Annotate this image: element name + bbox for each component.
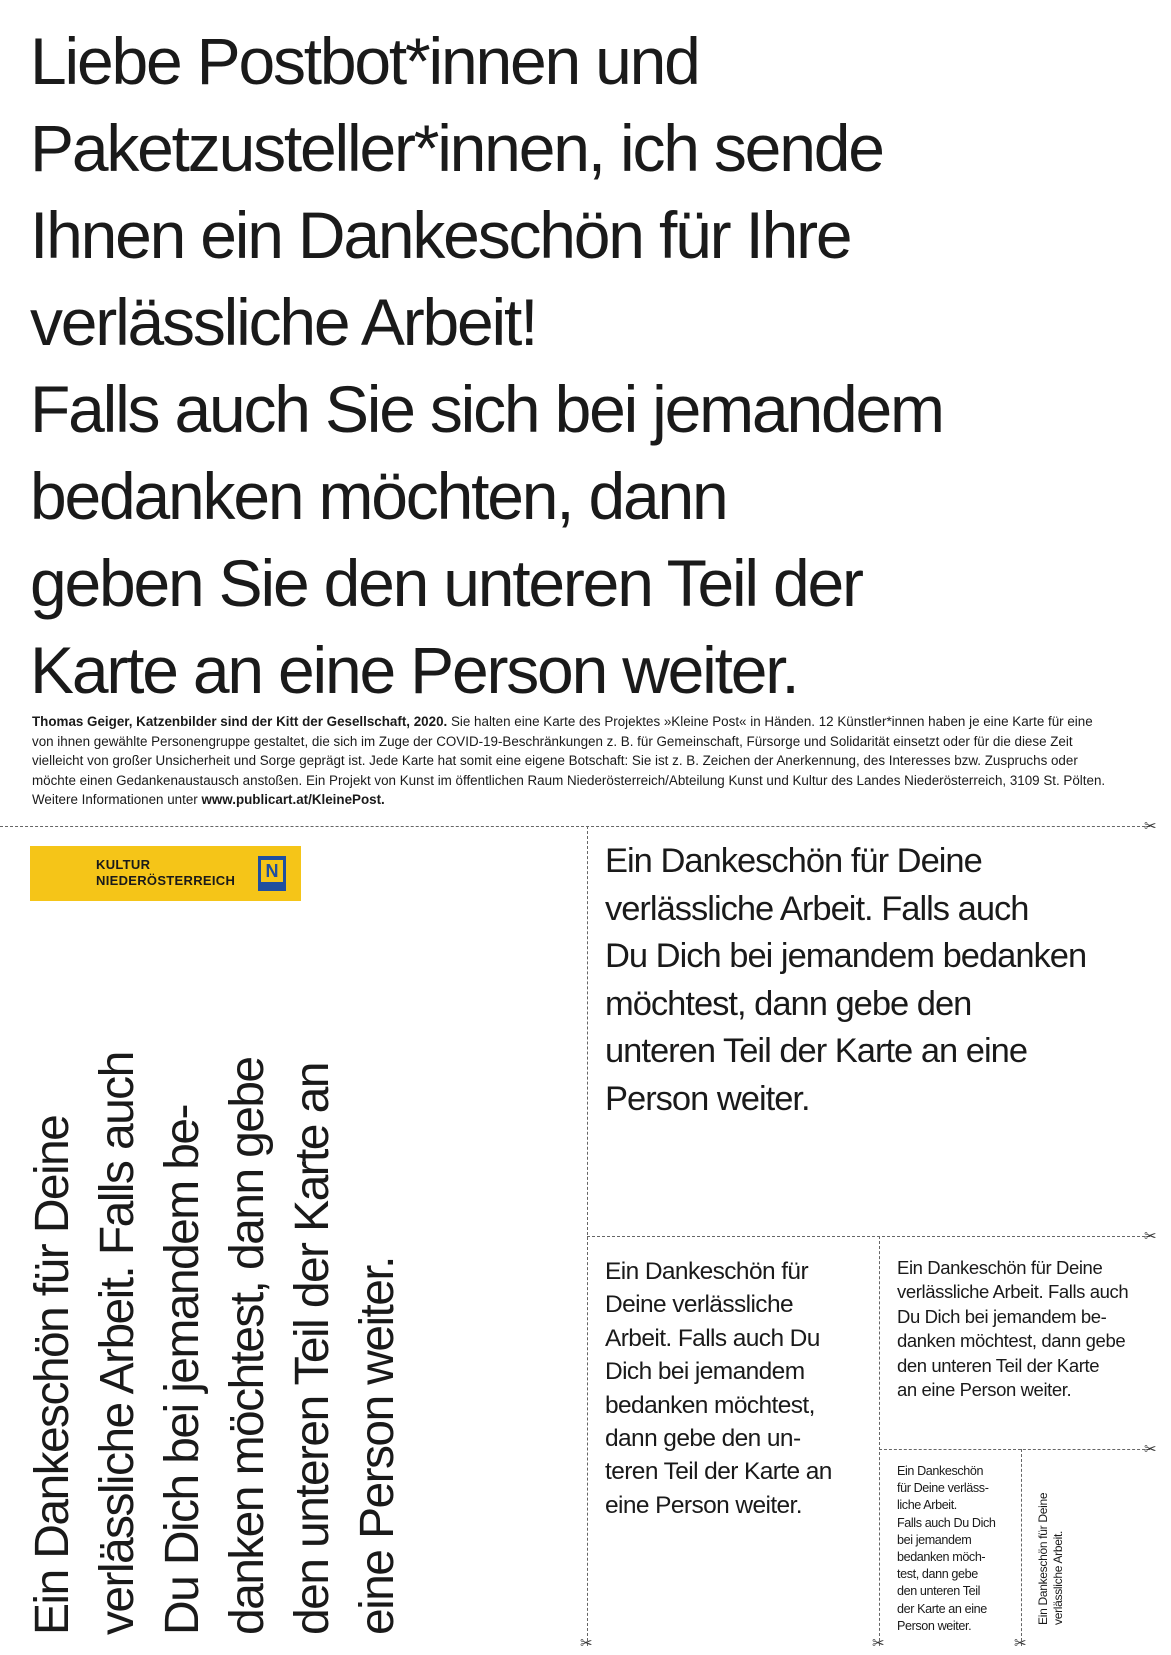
scissors-icon: ✂ xyxy=(1144,1228,1157,1245)
card-line: bei jemandem xyxy=(897,1532,972,1547)
scissors-icon: ✂ xyxy=(580,1635,593,1652)
vertical-card-line: danken möchtest, dann gebe xyxy=(221,1057,274,1635)
logo-line: NIEDERÖSTERREICH xyxy=(96,873,236,888)
card-line: Ein Dankeschön xyxy=(897,1464,984,1478)
card-tiny-vertical-text xyxy=(1036,1465,1066,1625)
credit-title: Thomas Geiger, Katzenbilder sind der Kitt der Gesellschaft, 2020. xyxy=(32,714,448,729)
card-line: unteren Teil der Karte an eine xyxy=(605,1032,1028,1070)
cut-line-mid xyxy=(587,1236,1150,1237)
card-line: Arbeit. Falls auch Du xyxy=(605,1324,820,1352)
card-line: Ein Dankeschön für Deine xyxy=(897,1257,1103,1278)
headline-line: Paketzusteller*innen, ich sende xyxy=(30,111,883,185)
card-line: Dich bei jemandem xyxy=(605,1358,805,1386)
card-line: den unteren Teil xyxy=(897,1584,980,1599)
headline-line: bedanken möchten, dann xyxy=(30,459,727,533)
headline-line: Ihnen ein Dankeschön für Ihre xyxy=(30,198,851,272)
card-line: an eine Person weiter. xyxy=(897,1379,1072,1401)
card-line: verlässliche Arbeit. Falls auch xyxy=(605,889,1029,928)
headline-line: geben Sie den unteren Teil der xyxy=(30,546,862,620)
card-line: Person weiter. xyxy=(605,1079,810,1118)
card-line: teren Teil der Karte an xyxy=(605,1458,832,1486)
headline-line: Falls auch Sie sich bei jemandem xyxy=(30,372,943,446)
card-line: test, dann gebe xyxy=(897,1567,978,1582)
card-line: möchtest, dann gebe den xyxy=(605,984,972,1023)
scissors-icon: ✂ xyxy=(1144,818,1157,835)
card-line: liche Arbeit. xyxy=(897,1498,957,1513)
card-line: Ein Dankeschön für Deine xyxy=(605,842,982,880)
logo-mark-icon xyxy=(258,856,286,891)
card-line: Falls auch Du Dich xyxy=(897,1515,996,1530)
headline-line: Liebe Postbot*innen und xyxy=(30,24,699,98)
vertical-card-line: den unteren Teil der Karte an xyxy=(286,1063,339,1635)
credit-text xyxy=(32,712,1112,810)
card-line: für Deine verläss- xyxy=(897,1481,989,1496)
logo-mark-letter: N xyxy=(261,860,283,882)
logo-text xyxy=(96,857,235,889)
card-line: Du Dich bei jemandem be- xyxy=(897,1305,1107,1327)
card-medium-text xyxy=(605,1255,832,1522)
card-line: eine Person weiter. xyxy=(605,1491,802,1519)
card-tiny-text xyxy=(897,1463,996,1635)
vertical-card xyxy=(20,945,420,1635)
card-line: den unteren Teil der Karte xyxy=(897,1354,1100,1376)
cut-line-top xyxy=(0,826,1150,827)
scissors-icon: ✂ xyxy=(1014,1635,1027,1652)
card-line: verlässliche Arbeit. xyxy=(1051,1530,1065,1625)
scissors-icon: ✂ xyxy=(872,1635,885,1652)
card-line: Person weiter. xyxy=(897,1618,972,1633)
kultur-niederoesterreich-logo xyxy=(30,846,301,901)
logo-line: KULTUR xyxy=(96,857,151,872)
headline-line: Karte an eine Person weiter. xyxy=(30,633,798,707)
card-line: danken möchtest, dann gebe xyxy=(897,1330,1126,1352)
vertical-card-line: verlässliche Arbeit. Falls auch xyxy=(91,1052,144,1635)
card-line: verlässliche Arbeit. Falls auch xyxy=(897,1281,1129,1303)
headline-line: verlässliche Arbeit! xyxy=(30,285,537,359)
vertical-card-line: eine Person weiter. xyxy=(351,1257,404,1635)
scissors-icon: ✂ xyxy=(1144,1441,1157,1458)
card-line: bedanken möchtest, xyxy=(605,1391,815,1419)
cut-line-right-vertical xyxy=(879,1236,880,1646)
card-line: Du Dich bei jemandem bedanken xyxy=(605,937,1087,975)
card-line: dann gebe den un- xyxy=(605,1425,801,1453)
credit-url: www.publicart.at/KleinePost. xyxy=(201,792,385,808)
vertical-card-line: Du Dich bei jemandem be- xyxy=(156,1105,209,1635)
card-small-text xyxy=(897,1256,1128,1402)
card-line: Ein Dankeschön für Deine xyxy=(1036,1492,1050,1625)
credit-body: Sie halten eine Karte des Projektes »Kleine Post« in Händen. 12 Künstler*innen haben je eine Karte für eine von ihnen gewählte Personengruppe gestaltet, die sich im Zuge der COVID-19-Beschränkungen z. B. für Gemeinschaft, Fürsorge und Solidarität einsetzt oder für die diese Zeit vielleicht von großer Unsicherheit und Sorge geprägt ist. Jede Karte hat somit eine eigene Botschaft: Sie ist z. B. Zeichen der Anerkennung, des Interesses bzw. Zuspruchs oder möchte einen Gedankenaustausch anstoßen. Ein Projekt von Kunst im öffentlichen Raum Niederösterreich/Abteilung Kunst und Kultur des Landes Niederösterreich, 3109 St. Pölten. Weitere Informationen unter xyxy=(32,714,1106,808)
headline xyxy=(30,18,1150,714)
card-tiny-vertical xyxy=(1036,1475,1076,1625)
card-line: der Karte an eine xyxy=(897,1601,987,1616)
cut-line-narrow-vertical xyxy=(1021,1449,1022,1646)
card-large-text xyxy=(605,838,1086,1123)
card-line: bedanken möch- xyxy=(897,1550,986,1565)
card-line: Deine verlässliche xyxy=(605,1291,794,1319)
card-line: Ein Dankeschön für xyxy=(605,1258,809,1285)
vertical-card-line: Ein Dankeschön für Deine xyxy=(26,1115,79,1635)
cut-line-low xyxy=(879,1449,1150,1450)
